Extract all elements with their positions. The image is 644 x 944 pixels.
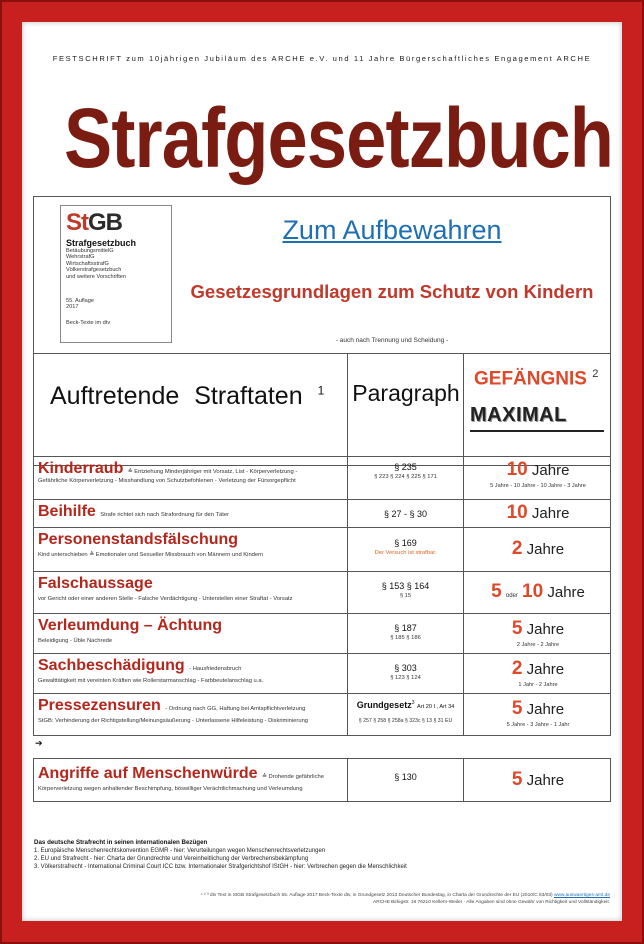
crime-inline-desc: - Ordnung nach GG, Haftung bei Amtspflichtverletzung xyxy=(165,706,306,712)
header-gefaengnis-cell xyxy=(464,354,610,466)
years-cell xyxy=(464,528,612,571)
crime-desc: Gefährliche Körperverletzung - Misshandlung von Schutzbefohlenen - Verletzung der Fürsorgepflicht xyxy=(38,478,296,484)
years-sub: 1 Jahr - 2 Jahre xyxy=(518,682,558,688)
years-cell xyxy=(464,614,612,653)
header-straftaten-cell xyxy=(34,354,347,466)
book-cover-image xyxy=(60,205,172,343)
max-years xyxy=(464,459,612,482)
crime-title: Verleumdung – Ächtung xyxy=(38,617,223,634)
crime-cell xyxy=(34,500,347,527)
header-maximal: MAXIMAL xyxy=(470,404,567,426)
crime-title: Pressezensuren xyxy=(38,697,161,714)
festschrift-line: FESTSCHRIFT zum 10jährigen Jubiläum des ARCHE e.V. und 11 Jahre Bürgerschaftliches Engagement ARCHE xyxy=(52,54,592,63)
header-straftaten xyxy=(50,382,324,411)
international-item: 2. EU und Strafrecht - hier: Charta der Grundrechte und Vereinheitlichung der Verbrechensbekämpfung xyxy=(34,856,309,862)
years-cell xyxy=(464,457,612,499)
years-number: 10 xyxy=(506,502,528,523)
header-paragraph-cell xyxy=(347,354,464,466)
crime-cell xyxy=(34,694,347,735)
paragraph-cell xyxy=(347,654,464,693)
paragraph-main xyxy=(348,697,463,713)
footnote-marker: 3 xyxy=(411,700,415,706)
subtitle-schutz: Gesetzesgrundlagen zum Schutz von Kindern xyxy=(190,281,594,302)
logo-gb: GB xyxy=(88,209,122,236)
years-word: Jahre xyxy=(526,541,565,558)
years-word: Jahre xyxy=(526,772,565,789)
crime-cell xyxy=(34,572,347,613)
cover-year: 2017 xyxy=(66,304,79,311)
crime-inline-desc: ≙ Entziehung Minderjähriger mit Vorsatz, List - Körperverletzung - xyxy=(127,469,298,475)
paragraph-cell xyxy=(347,694,464,735)
years-cell xyxy=(464,654,612,693)
paragraph-main: § 130 xyxy=(394,772,417,782)
years-sub: 5 Jahre - 3 Jahre - 1 Jahr xyxy=(506,722,570,728)
paragraph-sub: § 123 § 124 xyxy=(390,675,421,681)
crime-name xyxy=(38,503,343,521)
years-number: 2 xyxy=(511,658,523,679)
years-word: Jahre xyxy=(526,621,565,638)
crime-desc: vor Gericht oder einer anderen Stelle - Falsche Verdächtigung - Unterstellen einer Straftat - Vorsatz xyxy=(38,596,293,602)
years-word: Jahre xyxy=(547,584,585,601)
paragraph-main: § 187 xyxy=(394,623,417,633)
header-straftaten-text: Auftretende Straftaten xyxy=(50,382,303,410)
table-row xyxy=(33,614,611,654)
cover-line: Völkerstrafgesetzbuch xyxy=(66,267,122,274)
years-sub: 2 Jahre - 2 Jahre xyxy=(516,642,560,648)
crime-name xyxy=(38,765,343,783)
table-row xyxy=(33,456,611,500)
years-cell xyxy=(464,572,612,613)
crime-name xyxy=(38,697,343,715)
paragraph-main: § 169 xyxy=(394,538,417,548)
paragraph-main: § 27 - § 30 xyxy=(383,509,428,519)
footer-line1 xyxy=(201,892,610,899)
years-cell xyxy=(464,759,612,801)
years-number: 5 xyxy=(511,769,523,790)
crime-title: Sachbeschädigung xyxy=(38,657,185,674)
years-number: 5 xyxy=(491,581,502,602)
header-gefaengnis xyxy=(474,368,598,390)
paragraph-cell xyxy=(347,457,464,499)
subtitle-aufbewahren: Zum Aufbewahren xyxy=(282,215,502,245)
paragraph-sub: § 185 § 186 xyxy=(390,635,421,641)
logo-st: St xyxy=(66,209,88,236)
international-item: 1. Europäische Menschenrechtskonvention EGMR - hier: Verurteilungen wegen Menschenrechtsverletzungen xyxy=(34,848,326,854)
cover-publisher: Beck-Texte im dtv xyxy=(66,320,111,327)
crime-title: Kinderraub xyxy=(38,460,124,477)
crime-desc: StGB: Verhinderung der Richtigstellung/Meinungsäußerung - Unterlassene Hilfeleistung - Diskriminierung xyxy=(38,718,309,724)
stgb-logo xyxy=(66,210,166,236)
header-box xyxy=(33,196,611,466)
footer-line2: ARCHE Birkigstr. 18 76210 Kellern-Weiler · Alle Angaben sind ohne Gewähr von Richtigkeit und Vollständigkeit. xyxy=(373,900,610,905)
crime-desc: Kind unterschieben ≙ Emotionaler und Sexueller Missbrauch von Männern und Kindern xyxy=(38,552,264,558)
table-row xyxy=(33,500,611,528)
crime-cell xyxy=(34,457,347,499)
max-years xyxy=(464,618,612,641)
crime-cell xyxy=(34,528,347,571)
note-trennung: - auch nach Trennung und Scheidung - xyxy=(335,337,449,344)
paragraph-cell xyxy=(347,759,464,801)
years-oder: oder xyxy=(505,593,518,599)
crime-desc: Körperverletzung wegen anhaltender Beschimpfung, böswilliger Verächtlichmachung und Verleumdung xyxy=(38,786,303,792)
footnote-marker: 2 xyxy=(592,368,599,380)
footer xyxy=(201,892,610,906)
table-row-menschenwuerde xyxy=(33,758,611,802)
crime-name xyxy=(38,617,343,635)
main-title: Strafgesetzbuch xyxy=(64,91,614,185)
table-row xyxy=(33,694,611,736)
years-word: Jahre xyxy=(526,701,565,718)
max-years xyxy=(464,698,612,721)
years-word: Jahre xyxy=(526,661,565,678)
column-header-row xyxy=(34,353,610,465)
header-gefaengnis-text: GEFÄNGNIS xyxy=(474,368,587,390)
years-number: 5 xyxy=(511,698,523,719)
crime-name xyxy=(38,575,343,593)
arrow-icon: ➔ xyxy=(35,738,43,748)
cover-line: WirtschaftsstrafG xyxy=(66,260,109,267)
international-item: 3. Völkerstrafrecht - International Criminal Court ICC bzw. Internationaler Strafgerichtshof IStGH - hier: Verbrechen gegen die Menschlichkeit xyxy=(34,864,407,870)
crime-title: Beihilfe xyxy=(38,503,96,520)
crime-table xyxy=(33,456,611,802)
crime-desc: Beleidigung - Üble Nachrede xyxy=(38,638,113,644)
arrow-row xyxy=(33,736,611,752)
years-number: 10 xyxy=(506,459,528,480)
years-cell xyxy=(464,694,612,735)
cover-name: Strafgesetzbuch xyxy=(66,238,137,248)
crime-title: Angriffe auf Menschenwürde xyxy=(38,765,258,782)
footnote-marker: 1 xyxy=(317,383,325,398)
table-row xyxy=(33,654,611,694)
paragraph-main: § 303 xyxy=(394,663,417,673)
max-years xyxy=(464,538,612,561)
footer-url[interactable]: www.auswaertiges-amt.de xyxy=(554,893,610,898)
table-row xyxy=(33,572,611,614)
paragraph-cell xyxy=(347,528,464,571)
paragraph-sub: § 257 § 258 § 258a § 323c § 13 § 31 EU xyxy=(358,718,453,724)
footer-sources: ¹ ² ³ dtv Text in StGB Strafgesetzbuch 55. Auflage 2017 Beck-Texte dtv, in Grundgesetz 2013 Deutscher Bundestag, in Charta der Grundrechte der EU (2010/C 83/03) xyxy=(201,893,553,898)
cover-line: WehrstrafG xyxy=(66,254,95,261)
paragraph-main: § 153 § 164 xyxy=(381,581,430,591)
header-paragraph: Paragraph xyxy=(352,380,460,406)
international-section xyxy=(34,838,614,871)
paragraph-cell xyxy=(347,572,464,613)
paragraph-sub: § 223 § 224 § 225 § 171 xyxy=(374,474,437,480)
paragraph-sub: § 15 xyxy=(399,593,412,599)
cover-line: und weitere Vorschriften xyxy=(66,273,127,280)
crime-inline-desc: Strafe richtet sich nach Strafordnung für den Täter xyxy=(100,512,230,518)
paragraph-note: Der Versuch ist strafbar. xyxy=(374,550,437,556)
cover-edition: 55. Auflage xyxy=(66,298,94,305)
table-row xyxy=(33,528,611,572)
crime-cell xyxy=(34,654,347,693)
years-word: Jahre xyxy=(531,462,570,479)
crime-desc: Gewalttätigkeit mit vereinten Kräften wie Rollerstarmanschlag - Farbbeutelanschlag u.a. xyxy=(38,678,264,684)
crime-title: Personenstandsfälschung xyxy=(38,531,239,548)
poster-sheet xyxy=(22,22,622,921)
crime-name xyxy=(38,531,343,549)
crime-cell xyxy=(34,759,347,801)
crime-inline-desc: - Hausfriedensbruch xyxy=(189,666,242,672)
max-years xyxy=(464,658,612,681)
years-number: 2 xyxy=(511,538,523,559)
paragraph-grundgesetz: Grundgesetz xyxy=(356,700,412,710)
international-title: Das deutsche Strafrecht in seinen internationalen Bezügen xyxy=(34,839,208,846)
paragraph-main: § 235 xyxy=(394,462,417,472)
crime-name xyxy=(38,657,343,675)
max-years xyxy=(464,769,612,792)
crime-name xyxy=(38,460,343,478)
years-number: 5 xyxy=(511,618,523,639)
crime-cell xyxy=(34,614,347,653)
crime-title: Falschaussage xyxy=(38,575,153,592)
maximal-underline xyxy=(470,430,604,432)
paragraph-cell xyxy=(347,614,464,653)
years-sub: 5 Jahre - 10 Jahre - 10 Jahre - 3 Jahre xyxy=(490,483,586,489)
years-cell xyxy=(464,500,612,527)
years-number: 10 xyxy=(522,581,544,602)
crime-inline-desc: ≙ Drohende gefährliche xyxy=(262,774,324,780)
cover-line: BetäubungsmittelG xyxy=(66,248,114,254)
paragraph-cell xyxy=(347,500,464,527)
years-word: Jahre xyxy=(531,505,570,522)
paragraph-articles: Art 20 I , Art 34 xyxy=(417,704,455,710)
max-years xyxy=(464,581,612,607)
max-years xyxy=(464,502,612,525)
